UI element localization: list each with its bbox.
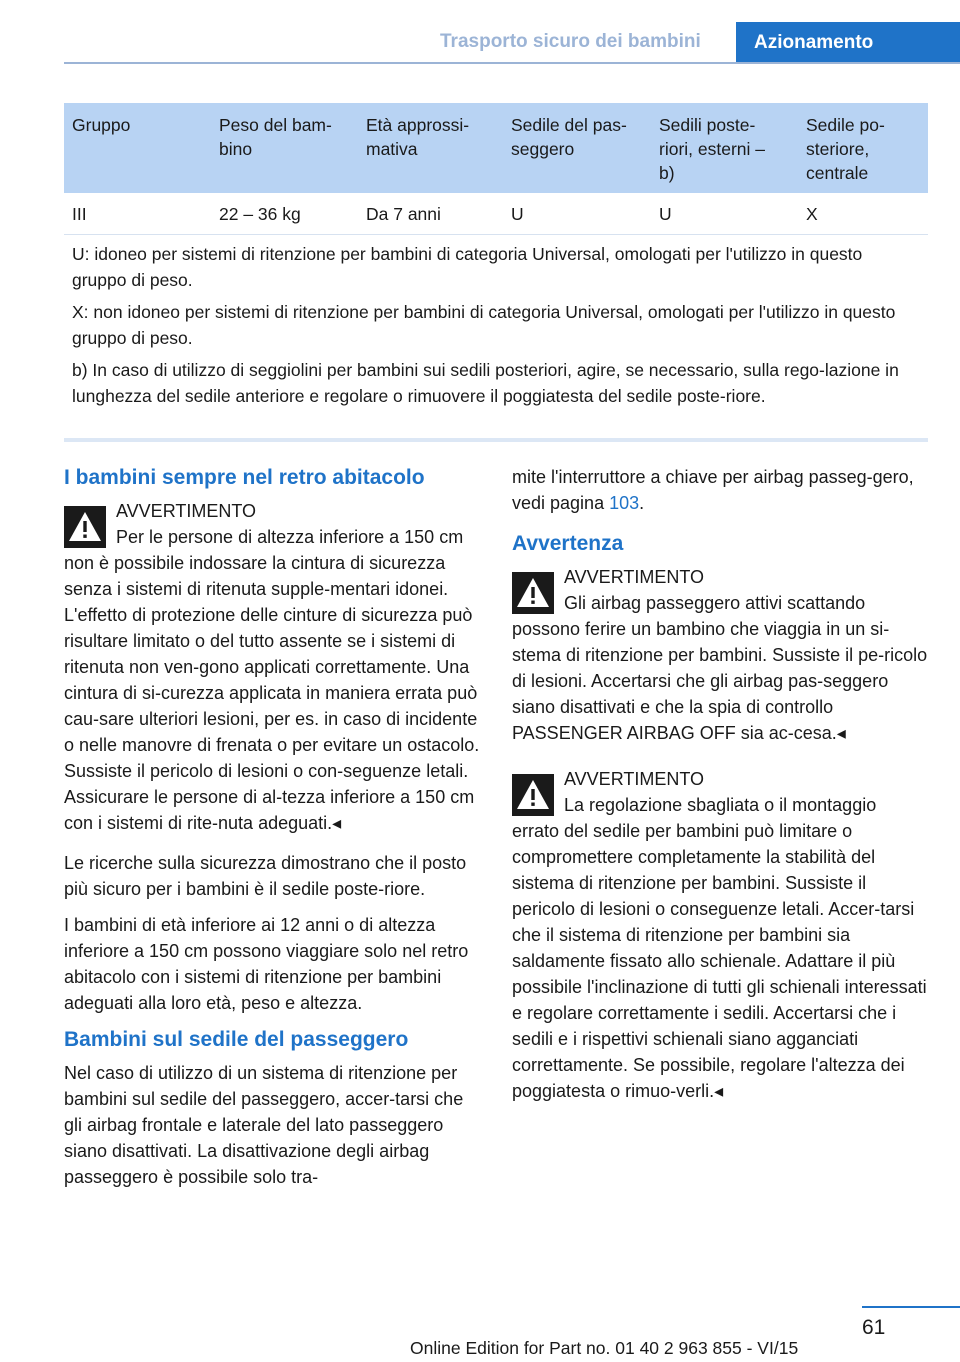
section-heading: I bambini sempre nel retro abitacolo <box>64 466 425 489</box>
header-chapter-tab[interactable]: Azionamento <box>736 22 960 64</box>
right-column <box>512 464 928 1118</box>
table-header-cell: Peso del bam- bino <box>219 115 332 159</box>
table-header-cell: Sedili poste- riori, esterni – b) <box>659 115 766 183</box>
paragraph: mite l'interruttore a chiave per airbag passeg-gero, vedi pagina 103. <box>512 467 914 513</box>
warning-triangle-icon <box>512 572 554 614</box>
warning-text: La regolazione sbagliata o il montaggio errato del sedile per bambini può limitare o compromettere completamente la stabilità del sistema di ritenzione per bambini. Sussiste il pericolo di lesioni o conseguenze letali. Accer-tarsi che il sistema di ritenzione per bambini sia saldamente fissato allo schienale. Adattare il più possibile l'inclinazione di tutti gli schienali interessati e regolare correttamente i sedili. Accertarsi che i sedili e i rispettivi schienali siano agganciati correttamente. Se possibile, regolare l'altezza dei poggiatesta o rimuo-verli.◂ <box>512 795 927 1101</box>
table-notes <box>64 235 928 409</box>
page-reference-link[interactable]: 103 <box>609 493 640 513</box>
table-header-cell: Età approssi- mativa <box>366 115 470 159</box>
table-cell: 22 – 36 kg <box>219 203 301 224</box>
page-number: 61 <box>862 1316 886 1339</box>
header-section-title: Trasporto sicuro dei bambini <box>440 31 701 52</box>
warning-block <box>64 498 482 836</box>
table-header-row <box>64 103 928 193</box>
table-note: X: non idoneo per sistemi di ritenzione per bambini di categoria Universal, omologati per l'utilizzo in questo gruppo di peso. <box>72 302 896 348</box>
table-header-cell: Gruppo <box>72 115 131 135</box>
child-seat-table <box>64 103 928 415</box>
left-column <box>64 464 482 1200</box>
warning-triangle-icon <box>64 506 106 548</box>
warning-triangle-icon <box>512 774 554 816</box>
table-row <box>64 193 928 235</box>
warning-text: Per le persone di altezza inferiore a 150 cm non è possibile indossare la cintura di sicurezza senza i sistemi di ritenuta supple-mentari idonei. L'effetto di protezione delle cinture di sicurezza può risultare limitato o del tutto assente se i sistemi di ritenuta non ven-gono applicati correttamente. Una cintura di si-curezza applicata in maniera errata può cau-sare ulteriori lesioni, per es. in caso di incidente o nelle manovre di frenata o per evitare un ostacolo. Sussiste il pericolo di lesioni o con-seguenze letali. Assicurare le persone di al-tezza inferiore a 150 cm con i sistemi di rite-nuta adeguati.◂ <box>64 527 480 833</box>
section-heading: Bambini sul sedile del passeggero <box>64 1028 409 1051</box>
edition-note: Online Edition for Part no. 01 40 2 963 855 - VI/15 <box>410 1338 799 1358</box>
warning-text: Gli airbag passeggero attivi scattando possono ferire un bambino che viaggia in un si-stema di ritenzione per bambini. Sussiste il pe-ricolo di lesioni. Accertarsi che gli airbag pas-seggero siano disattivati e che la spia di controllo PASSENGER AIRBAG OFF sia ac-cesa.◂ <box>512 593 928 743</box>
section-heading: Avvertenza <box>512 532 624 555</box>
table-bottom-rule <box>64 438 928 442</box>
table-note: U: idoneo per sistemi di ritenzione per bambini di categoria Universal, omologati per l'utilizzo in questo gruppo di peso. <box>72 244 863 290</box>
warning-title: AVVERTIMENTO <box>564 567 705 587</box>
warning-title: AVVERTIMENTO <box>116 501 257 521</box>
table-cell: U <box>659 203 672 224</box>
paragraph: Nel caso di utilizzo di un sistema di ritenzione per bambini sul sedile del passeggero, accer-tarsi che gli airbag frontale e laterale del lato passeggero siano disattivati. La disattivazione degli airbag passeggero è possibile solo tra- <box>64 1063 464 1187</box>
table-cell: X <box>806 203 818 224</box>
paragraph: I bambini di età inferiore ai 12 anni o di altezza inferiore a 150 cm possono viaggiare solo nel retro abitacolo con i sistemi di ritenzione per bambini adeguati alla loro età, peso e altezza. <box>64 915 469 1013</box>
warning-block <box>512 564 928 746</box>
warning-block <box>512 766 928 1104</box>
header-rule <box>64 62 960 64</box>
table-cell: Da 7 anni <box>366 203 441 224</box>
table-note: b) In caso di utilizzo di seggiolini per bambini sui sedili posteriori, agire, se necessario, sulla rego-lazione in lunghezza del sedile anteriore e regolare o rimuovere il poggiatesta del sedile poste-riore. <box>72 360 899 406</box>
table-header-cell: Sedile po- steriore, centrale <box>806 115 885 183</box>
table-cell: III <box>72 203 87 224</box>
table-header-cell: Sedile del pas- seggero <box>511 115 627 159</box>
table-cell: U <box>511 203 524 224</box>
footer-rule <box>862 1306 960 1308</box>
paragraph: Le ricerche sulla sicurezza dimostrano che il posto più sicuro per i bambini è il sedile poste-riore. <box>64 853 467 899</box>
warning-title: AVVERTIMENTO <box>564 769 705 789</box>
